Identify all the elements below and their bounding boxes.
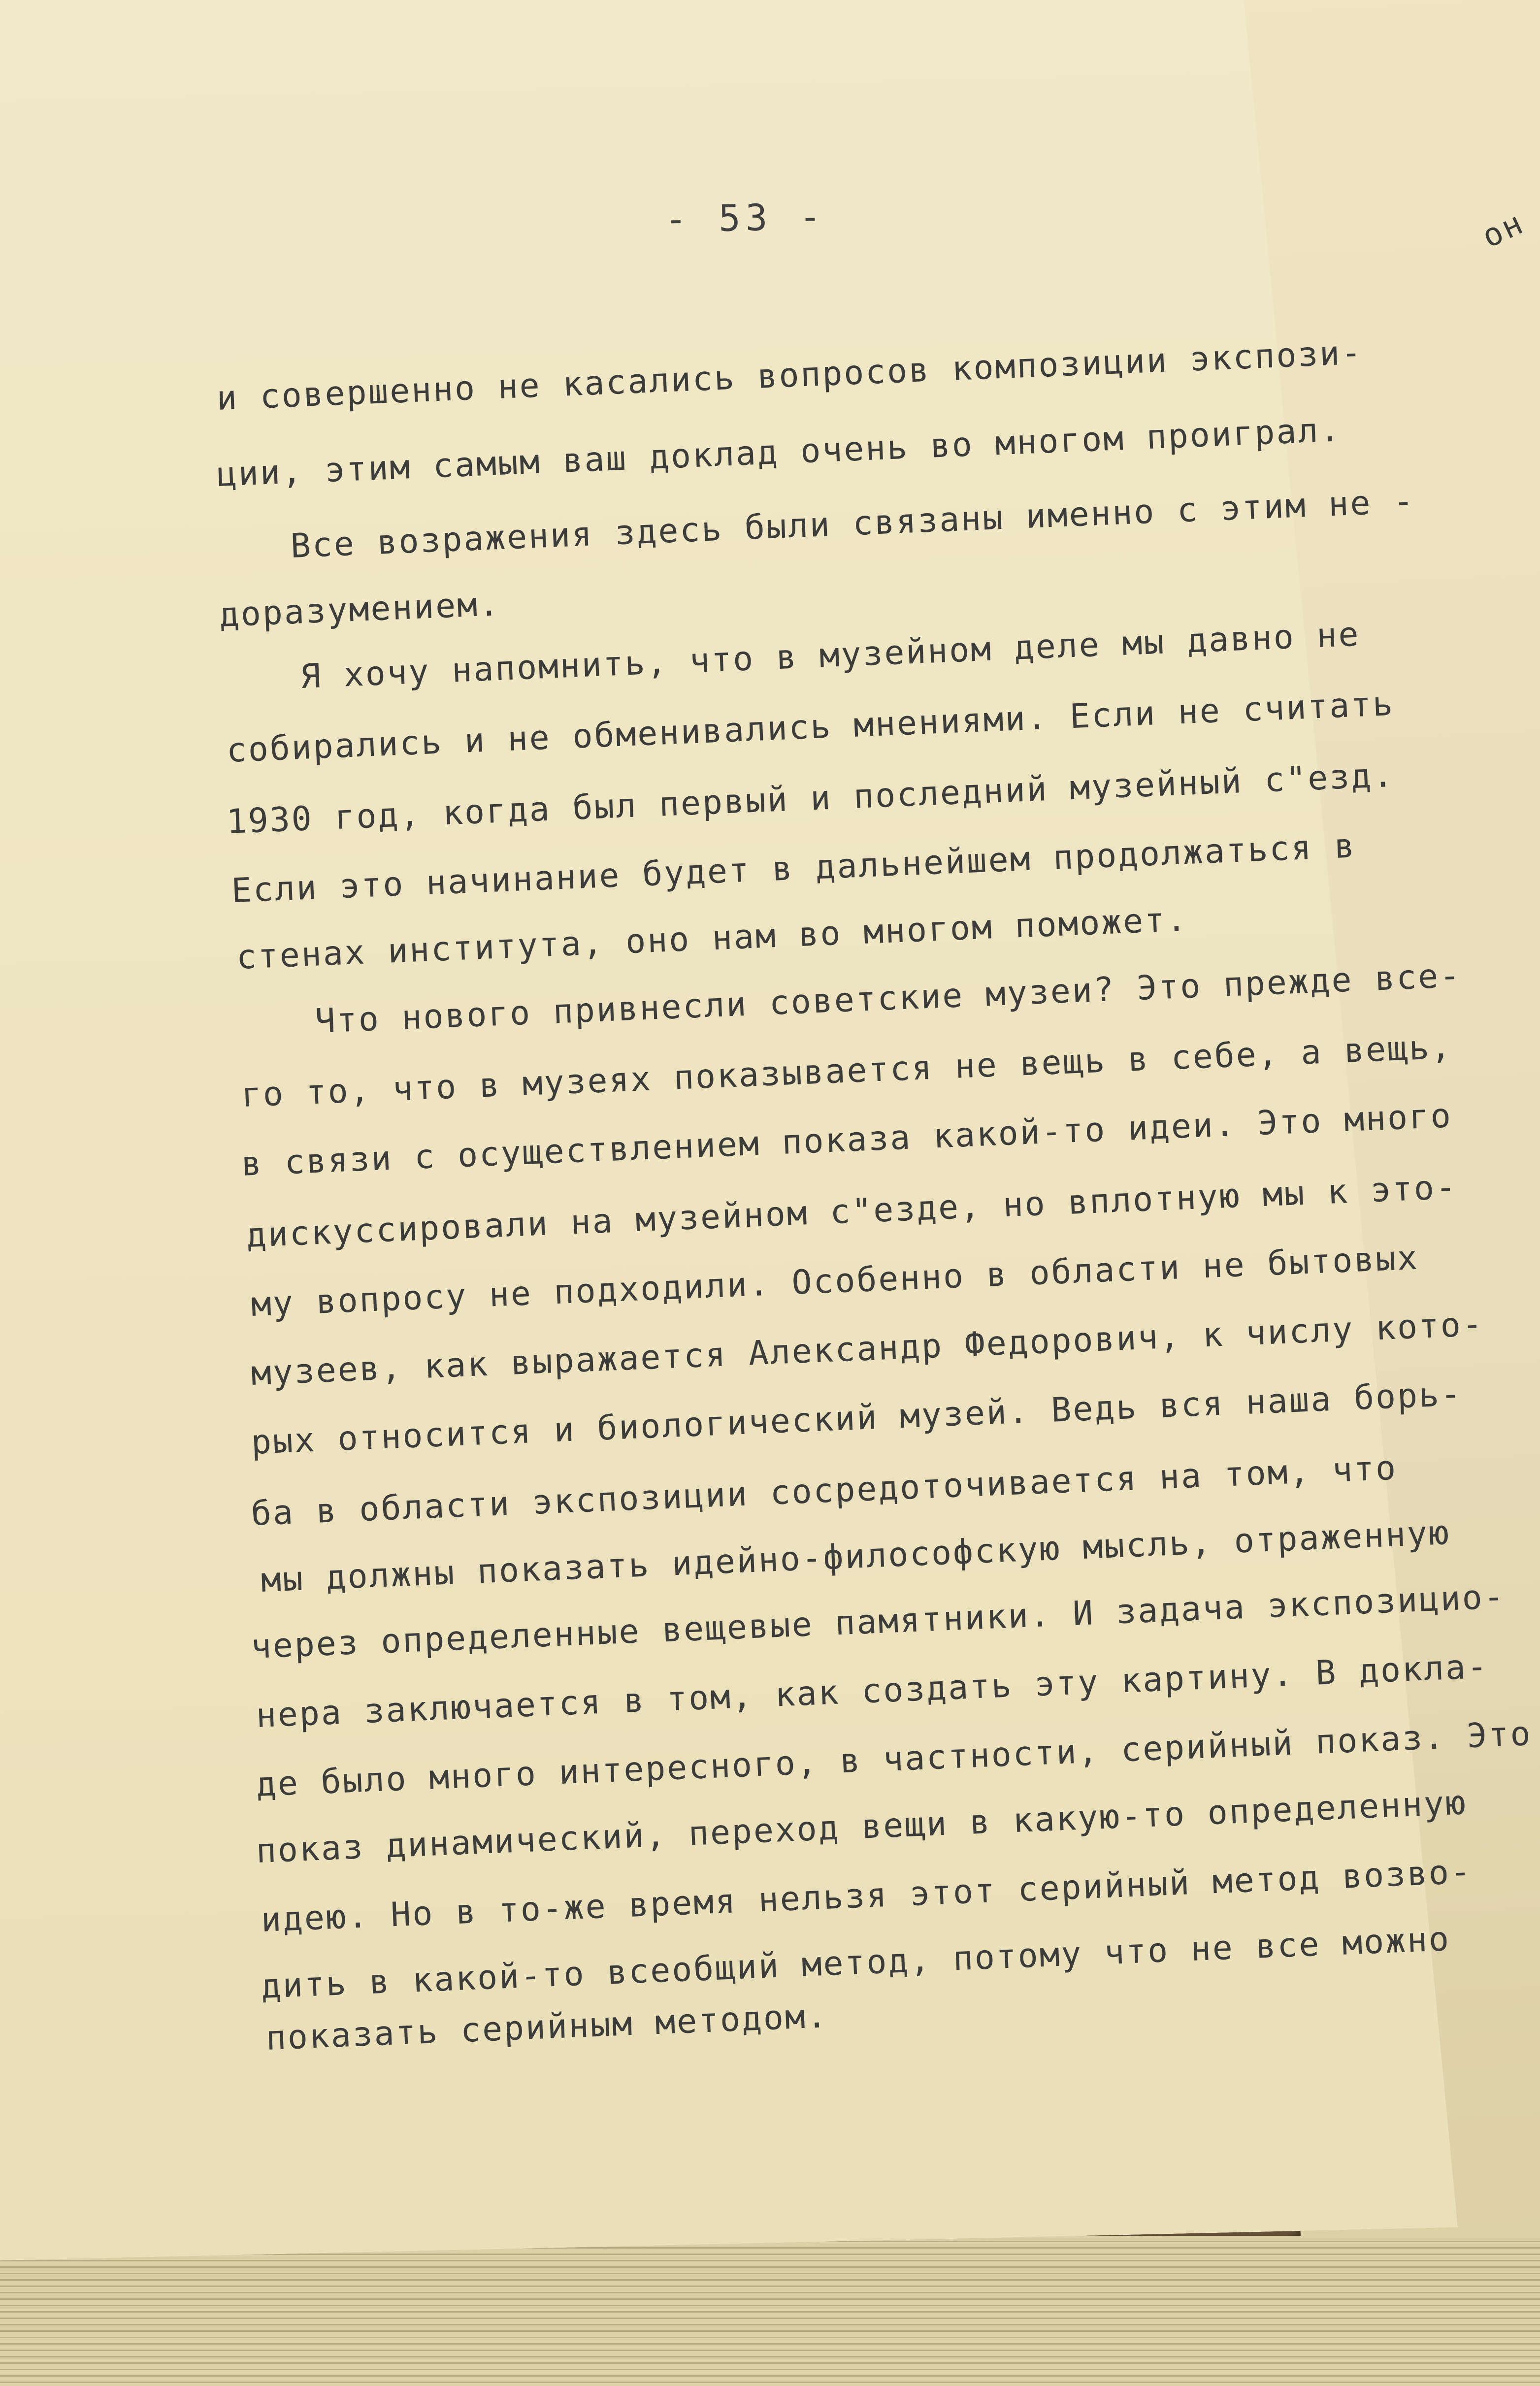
text-line: идею. Но в то-же время нельзя этот серийный метод возво- bbox=[260, 1852, 1473, 1940]
text-line: доразумением. bbox=[218, 585, 501, 635]
text-line: де было много интересного, в частности, серийный показ. Это bbox=[255, 1714, 1533, 1804]
page-number: - 53 - bbox=[664, 196, 827, 241]
text-line: 1930 год, когда был первый и последний музейный с"езд. bbox=[226, 755, 1395, 842]
text-line: ции, этим самым ваш доклад очень во многом проиграл. bbox=[216, 410, 1342, 494]
text-line: го то, что в музеях показывается не вещь в себе, а вещь, bbox=[240, 1027, 1453, 1115]
text-line: Если это начинание будет в дальнейшем продолжаться в bbox=[230, 826, 1357, 911]
text-line: и совершенно не касались вопросов композиции экспози- bbox=[216, 333, 1364, 418]
text-line: дить в какой-то всеобщий метод, потому что не все можно bbox=[260, 1920, 1451, 2006]
text-line: показ динамический, переход вещи в какую-то определенную bbox=[255, 1783, 1468, 1871]
text-line: показать серийным методом. bbox=[265, 1996, 829, 2058]
text-line: дискуссировали на музейном с"езде, но вплотную мы к это- bbox=[245, 1168, 1458, 1255]
text-line: собирались и не обменивались мнениями. Если не считать bbox=[226, 684, 1395, 770]
text-line: му вопросу не подходили. Особенно в области не бытовых bbox=[250, 1238, 1420, 1324]
text-line: ба в области экспозиции сосредоточивается на том, что bbox=[250, 1448, 1398, 1534]
text-line: Я хочу напомнить, что в музейном деле мы давно не bbox=[299, 615, 1361, 696]
text-line: Все возражения здесь были связаны именно с этим не - bbox=[290, 482, 1416, 566]
text-line: рых относится и биологический музей. Ведь вся наша борь- bbox=[250, 1374, 1463, 1462]
text-line: музеев, как выражается Александр Федорович, к числу кото- bbox=[250, 1305, 1485, 1393]
text-line: стенах института, оно нам во многом поможет. bbox=[235, 900, 1189, 977]
underlying-sheet-text: он bbox=[1476, 204, 1530, 256]
text-line: мы должны показать идейно-философскую мысль, отраженную bbox=[260, 1513, 1451, 1600]
text-line: нера заключается в том, как создать эту картину. В докла- bbox=[255, 1647, 1490, 1735]
text-line: через определенные вещевые памятники. И задача экспозицио- bbox=[250, 1577, 1507, 1667]
text-line: Что нового привнесли советские музеи? Это прежде все- bbox=[314, 956, 1462, 1041]
text-line: в связи с осуществлением показа какой-то идеи. Это много bbox=[240, 1096, 1453, 1184]
